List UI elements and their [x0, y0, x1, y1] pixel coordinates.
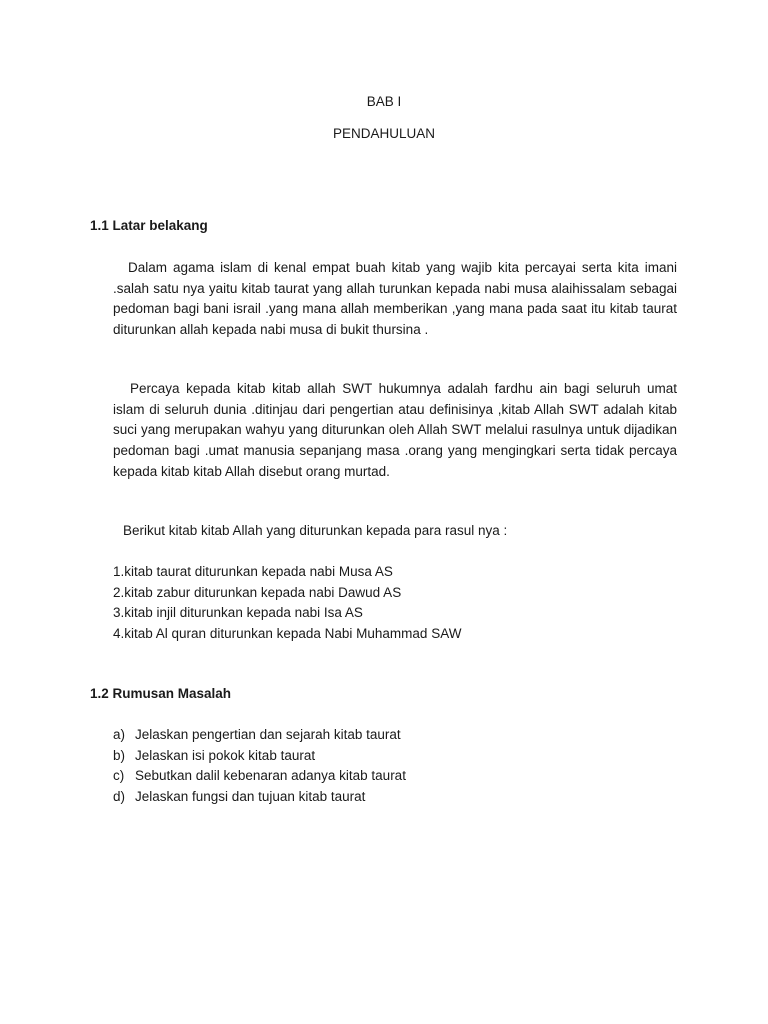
list-item-text: Jelaskan pengertian dan sejarah kitab taurat	[135, 727, 401, 742]
list-item: 2.kitab zabur diturunkan kepada nabi Dawud AS	[113, 584, 402, 600]
list-item-text: Sebutkan dalil kebenaran adanya kitab taurat	[135, 768, 406, 783]
list-item	[113, 787, 406, 808]
paragraph-2: Percaya kepada kitab kitab allah SWT hukumnya adalah fardhu ain bagi seluruh umat islam di seluruh dunia .ditinjau dari pengertian atau definisinya ,kitab Allah SWT adalah kitab suci yang merupakan wahyu yang diturunkan oleh Allah SWT melalui rasulnya untuk dijadikan pedoman bagi .umat manusia sepanjang masa .orang yang mengingkari serta tidak percaya kepada kitab kitab Allah disebut orang murtad.	[113, 381, 677, 479]
kitab-list	[113, 562, 461, 644]
list-marker: a)	[113, 727, 126, 742]
list-marker: b)	[113, 747, 126, 763]
list-marker: c)	[113, 768, 125, 783]
list-item: 4.kitab Al quran diturunkan kepada Nabi Muhammad SAW	[113, 625, 462, 641]
list-marker: d)	[113, 788, 126, 804]
list-item: 3.kitab injil diturunkan kepada nabi Isa AS	[113, 605, 363, 620]
list-item	[113, 766, 406, 787]
list-item: 1.kitab taurat diturunkan kepada nabi Musa AS	[113, 564, 393, 579]
section-heading-rumusan-masalah: 1.2 Rumusan Masalah	[90, 686, 232, 701]
list-item	[113, 746, 406, 767]
section-heading-latar-belakang: 1.1 Latar belakang	[90, 218, 208, 233]
rumusan-list	[113, 725, 406, 807]
chapter-label: BAB I	[366, 94, 402, 109]
paragraph-1: Dalam agama islam di kenal empat buah kitab yang wajib kita percayai serta kita imani .salah satu nya yaitu kitab taurat yang allah turunkan kepada nabi musa alaihissalam sebagai pedoman bagi bani israil .yang mana allah memberikan ,yang mana pada saat itu kitab taurat diturunkan allah kepada nabi musa di bukit thursina .	[113, 260, 677, 338]
list-item-text: Jelaskan fungsi dan tujuan kitab taurat	[135, 788, 366, 804]
list-intro: Berikut kitab kitab Allah yang diturunkan kepada para rasul nya :	[123, 523, 508, 538]
chapter-title: PENDAHULUAN	[332, 126, 436, 141]
list-item	[113, 725, 406, 746]
list-item-text: Jelaskan isi pokok kitab taurat	[135, 747, 316, 763]
